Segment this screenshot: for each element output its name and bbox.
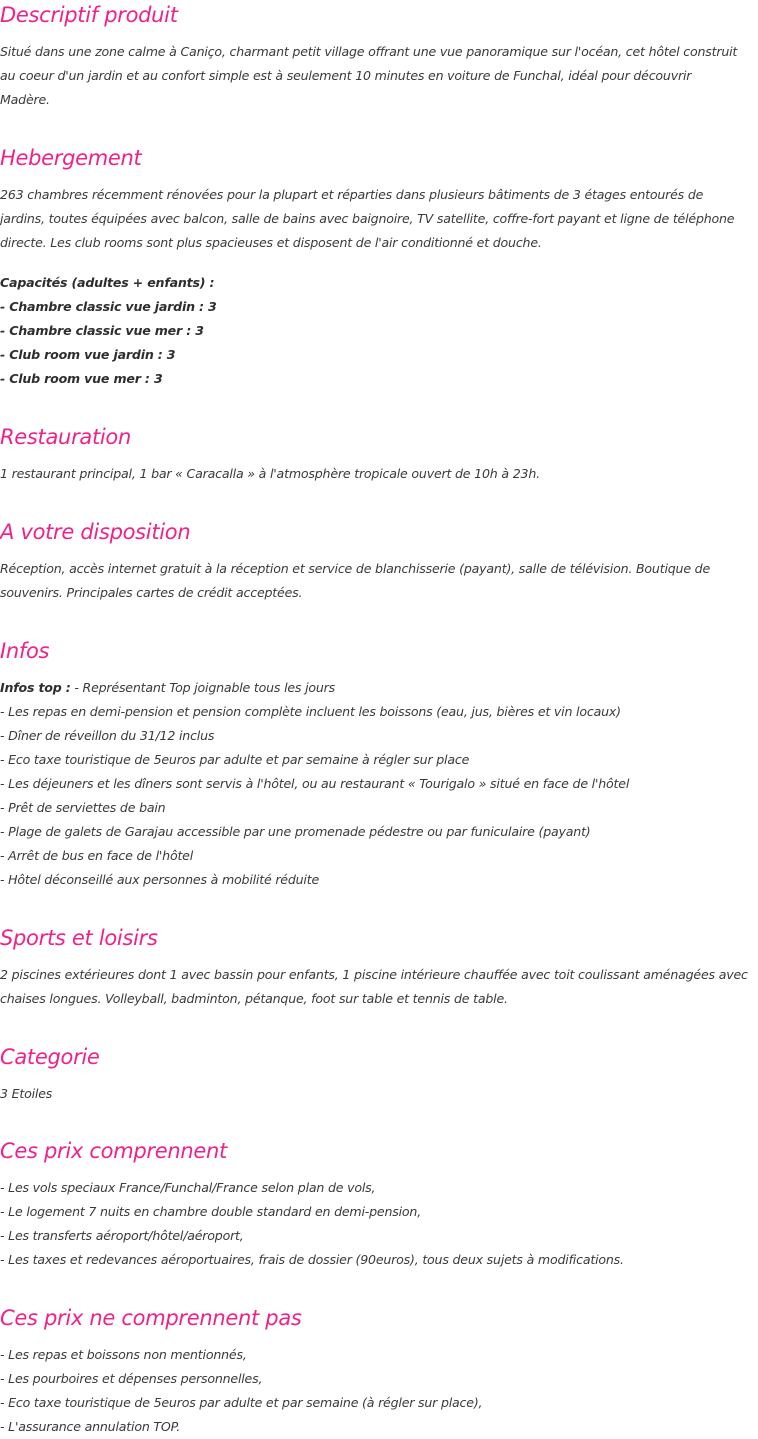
info-item: - Prêt de serviettes de bain (0, 800, 166, 815)
paragraph-line: au coeur d'un jardin et au confort simple est à seulement 10 minutes en voiture de Funchal, idéal pour découvrir (0, 68, 692, 83)
info-item: - Plage de galets de Garajau accessible par une promenade pédestre ou par funiculaire (payant) (0, 824, 591, 839)
paragraph-line: souvenirs. Principales cartes de crédit acceptées. (0, 585, 303, 600)
section-title: Ces prix comprennent (0, 1139, 227, 1163)
info-item: - Dîner de réveillon du 31/12 inclus (0, 728, 215, 743)
list-item: - Les transferts aéroport/hôtel/aéroport, (0, 1228, 244, 1243)
capacite-item: - Chambre classic vue mer : 3 (0, 323, 204, 338)
paragraph-line: chaises longues. Volleyball, badminton, pétanque, foot sur table et tennis de table. (0, 991, 508, 1006)
list-item: - Les repas et boissons non mentionnés, (0, 1347, 247, 1362)
capacite-item: - Club room vue jardin : 3 (0, 347, 176, 362)
paragraph-line: 263 chambres récemment rénovées pour la plupart et réparties dans plusieurs bâtiments de 3 étages entourés de (0, 187, 704, 202)
info-item: - Les repas en demi-pension et pension complète incluent les boissons (eau, jus, bières et vin locaux) (0, 704, 621, 719)
section-hebergement (0, 143, 758, 391)
paragraph-line: Réception, accès internet gratuit à la réception et service de blanchisserie (payant), salle de télévision. Boutique de (0, 561, 711, 576)
paragraph-line: jardins, toutes équipées avec balcon, salle de bains avec baignoire, TV satellite, coffre-fort payant et ligne de téléphone (0, 211, 735, 226)
paragraph-line: directe. Les club rooms sont plus spacieuses et disposent de l'air conditionné et douche. (0, 235, 542, 250)
section-title: Infos (0, 639, 50, 663)
section-title: Sports et loisirs (0, 926, 158, 950)
paragraph-line: 1 restaurant principal, 1 bar « Caracalla » à l'atmosphère tropicale ouvert de 10h à 23h. (0, 466, 540, 481)
list-item: - Eco taxe touristique de 5euros par adulte et par semaine (à régler sur place), (0, 1395, 483, 1410)
paragraph-line: Madère. (0, 92, 50, 107)
section-title: Ces prix ne comprennent pas (0, 1306, 302, 1330)
capacite-item: - Chambre classic vue jardin : 3 (0, 299, 217, 314)
section-title: Categorie (0, 1045, 100, 1069)
capacite-item: - Club room vue mer : 3 (0, 371, 163, 386)
section-infos (0, 636, 758, 892)
info-item: - Les déjeuners et les dîners sont servis à l'hôtel, ou au restaurant « Tourigalo » situé en face de l'hôtel (0, 776, 630, 791)
section-sports (0, 923, 758, 1011)
section-prix-ne-comprennent (0, 1303, 758, 1439)
infos-top-label: Infos top : (0, 680, 71, 695)
section-disposition (0, 517, 758, 605)
list-item: - Le logement 7 nuits en chambre double standard en demi-pension, (0, 1204, 421, 1219)
list-item: - L'assurance annulation TOP. (0, 1419, 181, 1434)
paragraph-line: 3 Etoiles (0, 1086, 53, 1101)
section-title: A votre disposition (0, 520, 191, 544)
list-item: - Les pourboires et dépenses personnelles, (0, 1371, 263, 1386)
section-prix-comprennent (0, 1136, 758, 1272)
list-item: - Les vols speciaux France/Funchal/France selon plan de vols, (0, 1180, 376, 1195)
paragraph-line: Situé dans une zone calme à Caniço, charmant petit village offrant une vue panoramique sur l'océan, cet hôtel construit (0, 44, 738, 59)
list-item: - Les taxes et redevances aéroportuaires, frais de dossier (90euros), tous deux sujets à modifications. (0, 1252, 624, 1267)
section-title: Restauration (0, 425, 131, 449)
info-item: - Arrêt de bus en face de l'hôtel (0, 848, 194, 863)
infos-top-line (0, 676, 758, 700)
info-item: - Eco taxe touristique de 5euros par adulte et par semaine à régler sur place (0, 752, 470, 767)
infos-top-text: - Représentant Top joignable tous les jours (70, 680, 336, 695)
section-descriptif (0, 0, 758, 112)
paragraph-line: 2 piscines extérieures dont 1 avec bassin pour enfants, 1 piscine intérieure chauffée avec toit coulissant aménagées avec (0, 967, 748, 982)
section-categorie (0, 1042, 758, 1106)
section-title: Hebergement (0, 146, 142, 170)
info-item: - Hôtel déconseillé aux personnes à mobilité réduite (0, 872, 319, 887)
section-title: Descriptif produit (0, 3, 178, 27)
section-restauration (0, 422, 758, 486)
capacites-label: Capacités (adultes + enfants) : (0, 275, 215, 290)
